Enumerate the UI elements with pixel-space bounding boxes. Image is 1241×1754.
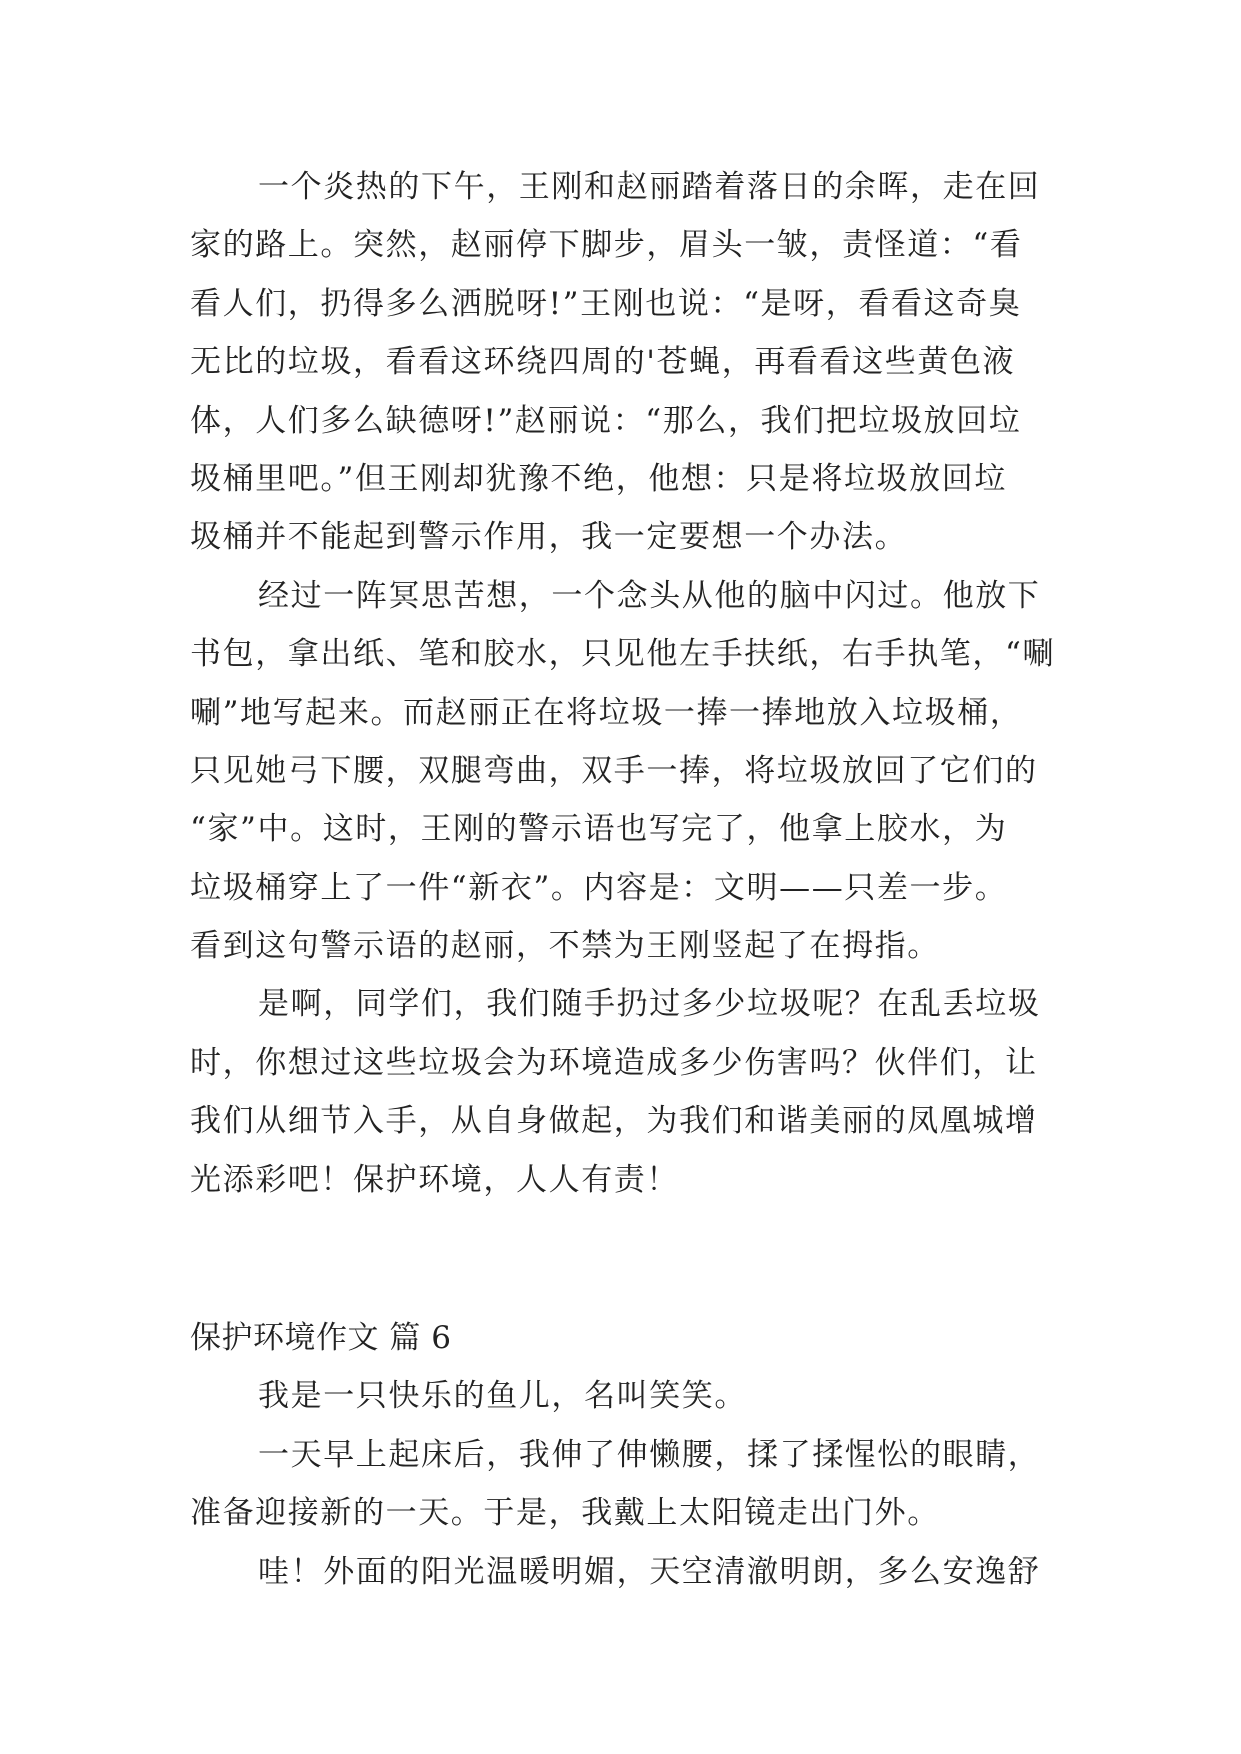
paragraph xyxy=(190,1426,1070,1543)
document-body xyxy=(190,158,1070,1601)
text-line: 只见她弓下腰，双腿弯曲，双手一捧，将垃圾放回了它们的 xyxy=(190,752,1038,789)
text-line: 垃圾桶穿上了一件“新衣”。内容是：文明——只差一步。 xyxy=(190,869,1008,906)
text-line: 一个炎热的下午，王刚和赵丽踏着落日的余晖，走在回 xyxy=(258,169,1041,205)
text-line: 家的路上。突然，赵丽停下脚步，眉头一皱，责怪道：“看 xyxy=(190,227,1023,264)
section-gap xyxy=(190,1209,1070,1309)
text-line: 圾桶并不能起到警示作用，我一定要想一个办法。 xyxy=(190,519,908,556)
paragraph xyxy=(190,567,1070,976)
text-line: 哇！外面的阳光温暖明媚，天空清澈明朗，多么安逸舒 xyxy=(258,1553,1041,1590)
text-line: 体，人们多么缺德呀!”赵丽说：“那么，我们把垃圾放回垃 xyxy=(190,402,1022,439)
text-line: 是啊，同学们，我们随手扔过多少垃圾呢？在乱丢垃圾 xyxy=(258,986,1041,1023)
text-line: “家”中。这时，王刚的警示语也写完了，他拿上胶水，为 xyxy=(190,811,1008,848)
paragraph xyxy=(190,1367,1070,1425)
text-line: 经过一阵冥思苦想，一个念头从他的脑中闪过。他放下 xyxy=(258,577,1041,614)
text-line: 一天早上起床后，我伸了伸懒腰，揉了揉惺忪的眼睛， xyxy=(258,1436,1041,1473)
text-line: 看到这句警示语的赵丽，不禁为王刚竖起了在拇指。 xyxy=(190,928,940,965)
section-heading: 保护环境作文 篇 6 xyxy=(190,1320,452,1357)
paragraph xyxy=(190,1543,1070,1601)
text-line: 准备迎接新的一天。于是，我戴上太阳镜走出门外。 xyxy=(190,1495,940,1532)
paragraph xyxy=(190,975,1070,1209)
text-line: 我是一只快乐的鱼儿，名叫笑笑。 xyxy=(258,1378,747,1415)
text-line: 光添彩吧！保护环境，人人有责！ xyxy=(190,1161,679,1198)
text-line: 我们从细节入手，从自身做起，为我们和谐美丽的凤凰城增 xyxy=(190,1103,1038,1140)
text-line: 时，你想过这些垃圾会为环境造成多少伤害吗？伙伴们，让 xyxy=(190,1044,1038,1081)
text-line: 书包，拿出纸、笔和胶水，只见他左手扶纸，右手执笔，“唰 xyxy=(190,636,1056,673)
paragraph xyxy=(190,158,1070,567)
text-line: 看人们，扔得多么洒脱呀!”王刚也说：“是呀，看看这奇臭 xyxy=(190,285,1022,322)
text-line: 无比的垃圾，看看这环绕四周的'苍蝇，再看看这些黄色液 xyxy=(190,344,1016,381)
text-line: 圾桶里吧。”但王刚却犹豫不绝，他想：只是将垃圾放回垃 xyxy=(190,460,1007,497)
text-line: 唰”地写起来。而赵丽正在将垃圾一捧一捧地放入垃圾桶， xyxy=(190,694,1023,731)
